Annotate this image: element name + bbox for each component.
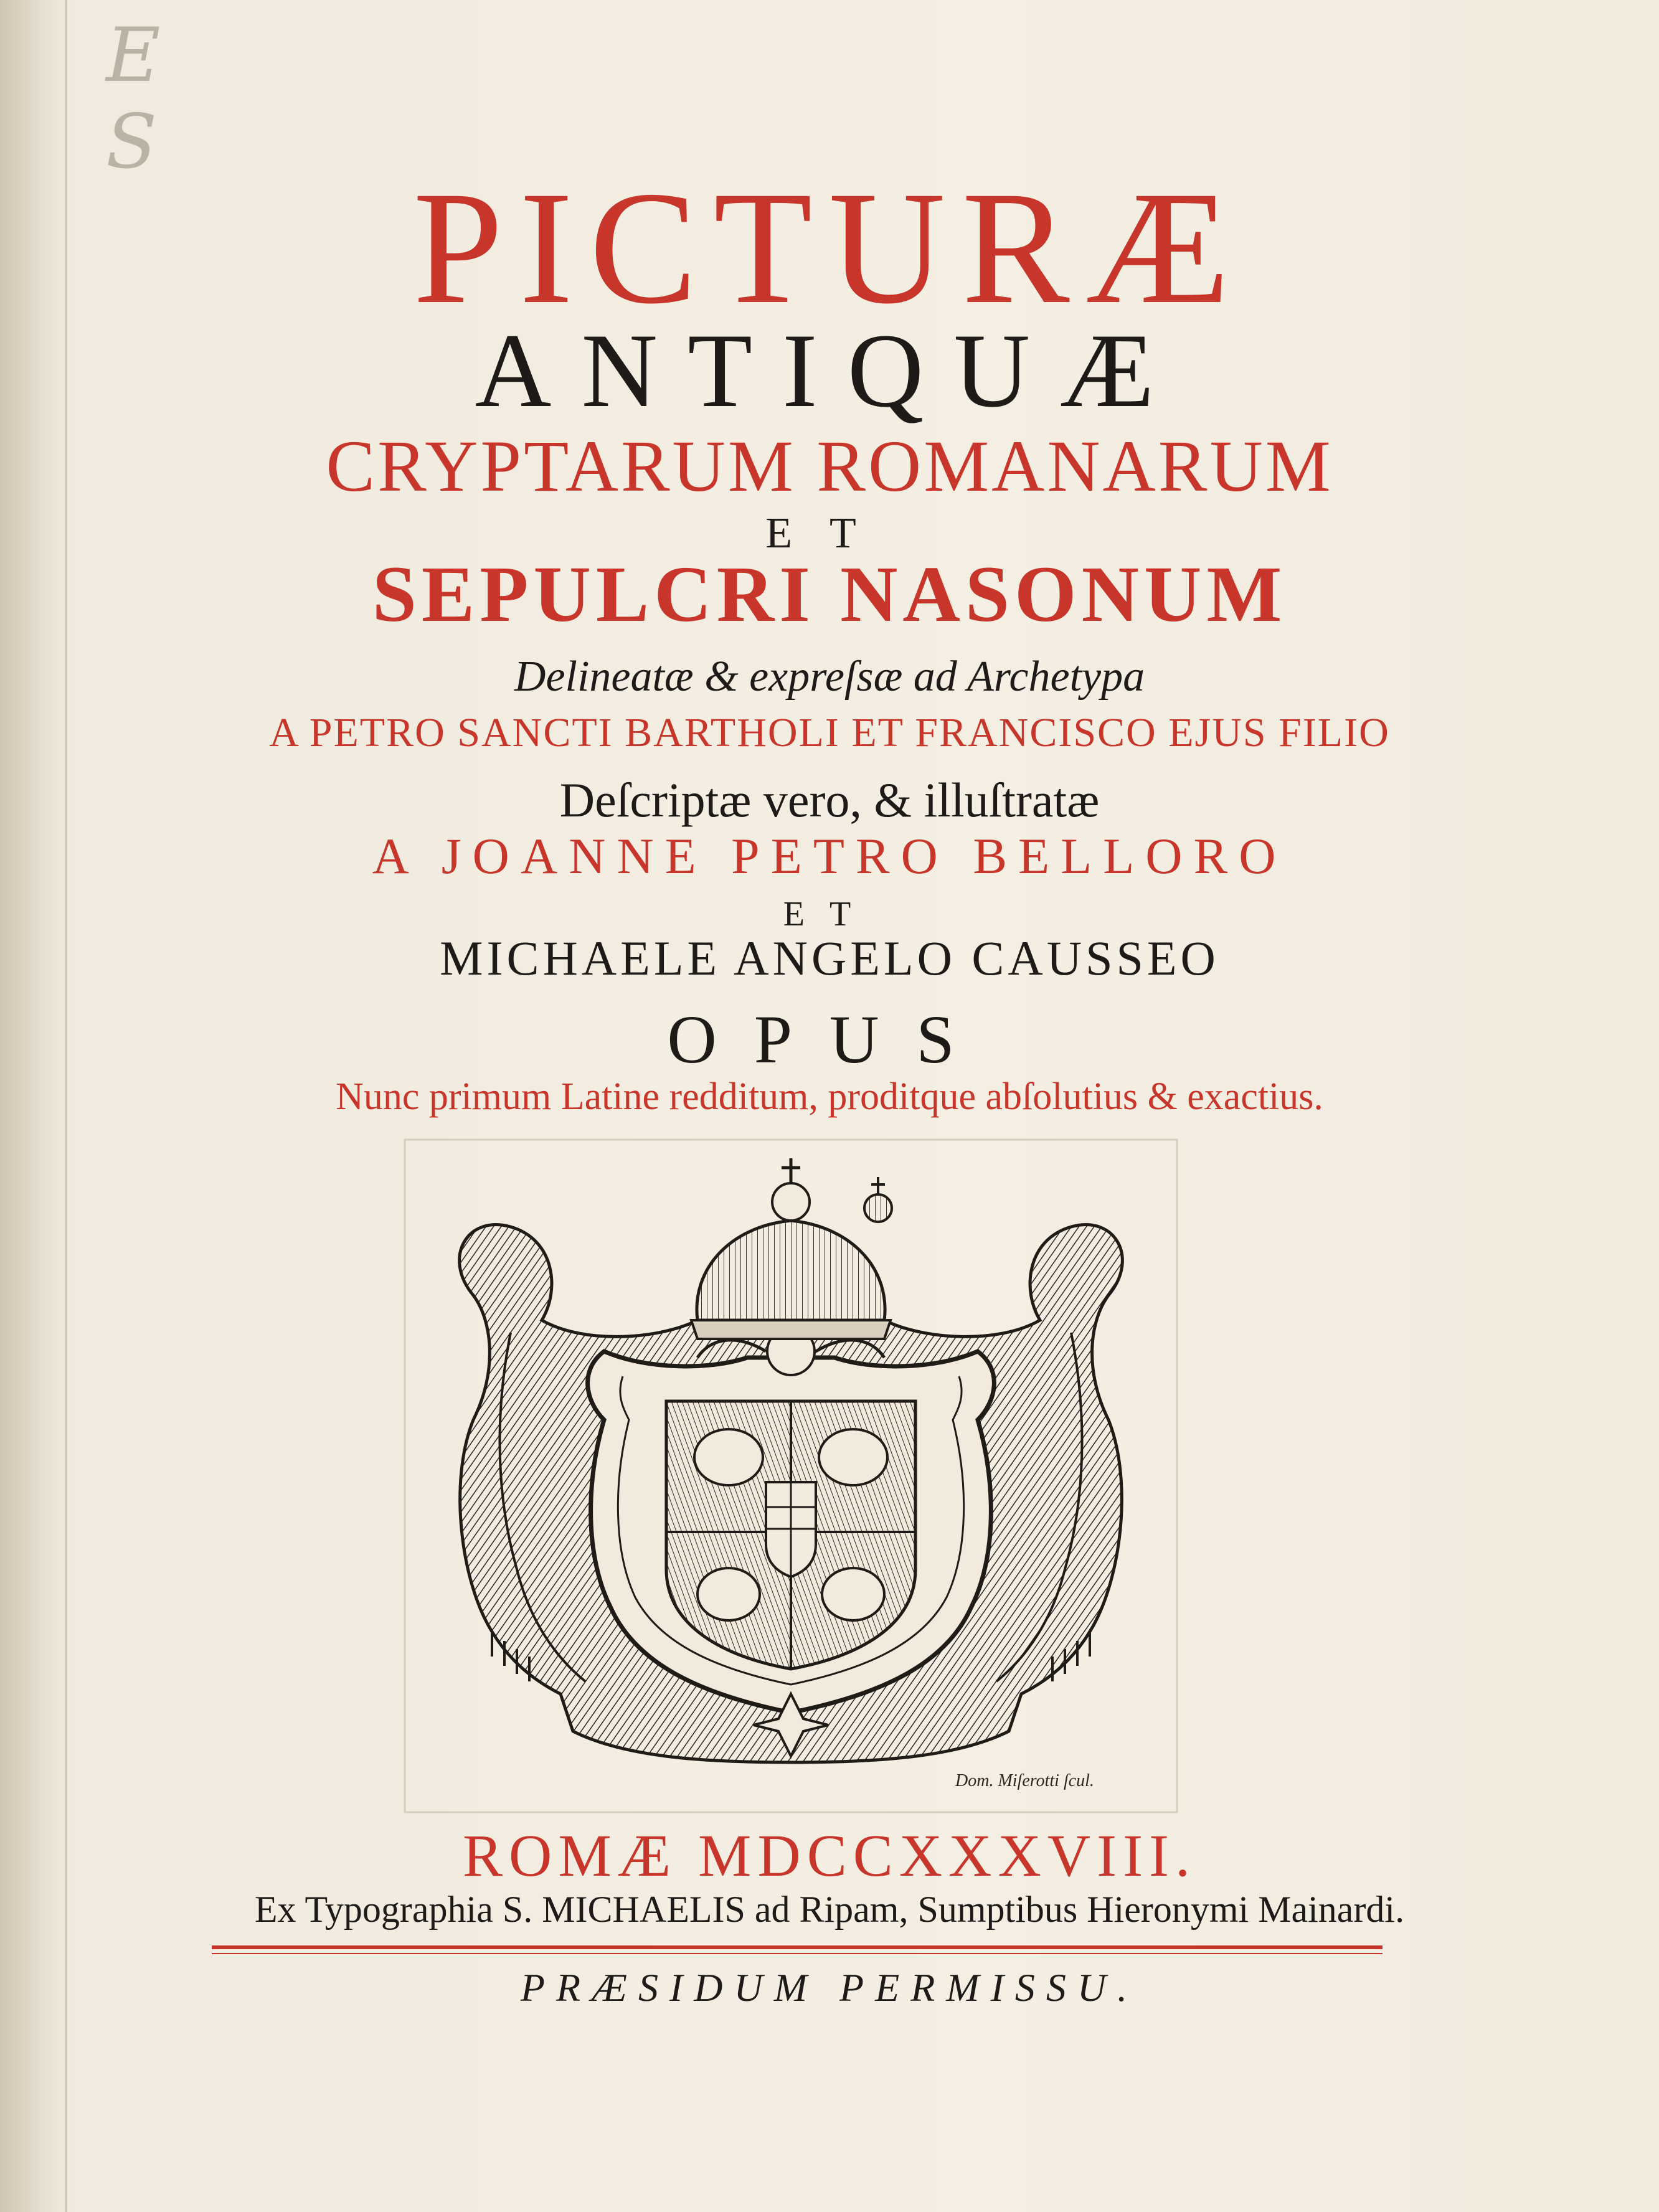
subtitle-delineatae: Delineatæ & expreſsæ ad Archetypa (514, 653, 1145, 701)
imprint-rule-thick (212, 1945, 1382, 1949)
library-mark: E S (106, 12, 161, 186)
subtitle-descriptae: Deſcriptæ vero, & illuſtratæ (559, 773, 1100, 827)
coat-of-arms-engraving (399, 1133, 1183, 1818)
conjunction-et-2: ET (783, 895, 876, 933)
opus-heading: OPUS (667, 1001, 992, 1077)
imprint-printer: Ex Typographia S. MICHAELIS ad Ripam, Sumptibus Hieronymi Mainardi. (254, 1889, 1405, 1930)
imprint-city-year: ROMÆ MDCCXXXVIII. (462, 1822, 1197, 1889)
title-line-sepulcri: SEPULCRI NASONUM (372, 550, 1287, 638)
subtitle-causseo: MICHAELE ANGELO CAUSSEO (440, 931, 1219, 985)
title-line-antiquae: ANTIQUÆ (475, 312, 1184, 429)
title-line-cryptarum: CRYPTARUM ROMANARUM (326, 425, 1333, 507)
conjunction-et-1: ET (765, 509, 894, 557)
title-line-picturae: PICTURÆ (413, 158, 1246, 338)
imprint-rule-thin (212, 1953, 1382, 1954)
engraver-signature: Dom. Miſerotti ſcul. (955, 1771, 1094, 1790)
subtitle-nunc-primum: Nunc primum Latine redditum, proditque abſolutius & exactius. (336, 1075, 1323, 1118)
subtitle-petro-bartholi: A PETRO SANCTI BARTHOLI ET FRANCISCO EJUS FILIO (269, 710, 1390, 755)
subtitle-belloro: A JOANNE PETRO BELLORO (372, 828, 1287, 884)
permission-line: PRÆSIDUM PERMISSU. (520, 1965, 1139, 2010)
